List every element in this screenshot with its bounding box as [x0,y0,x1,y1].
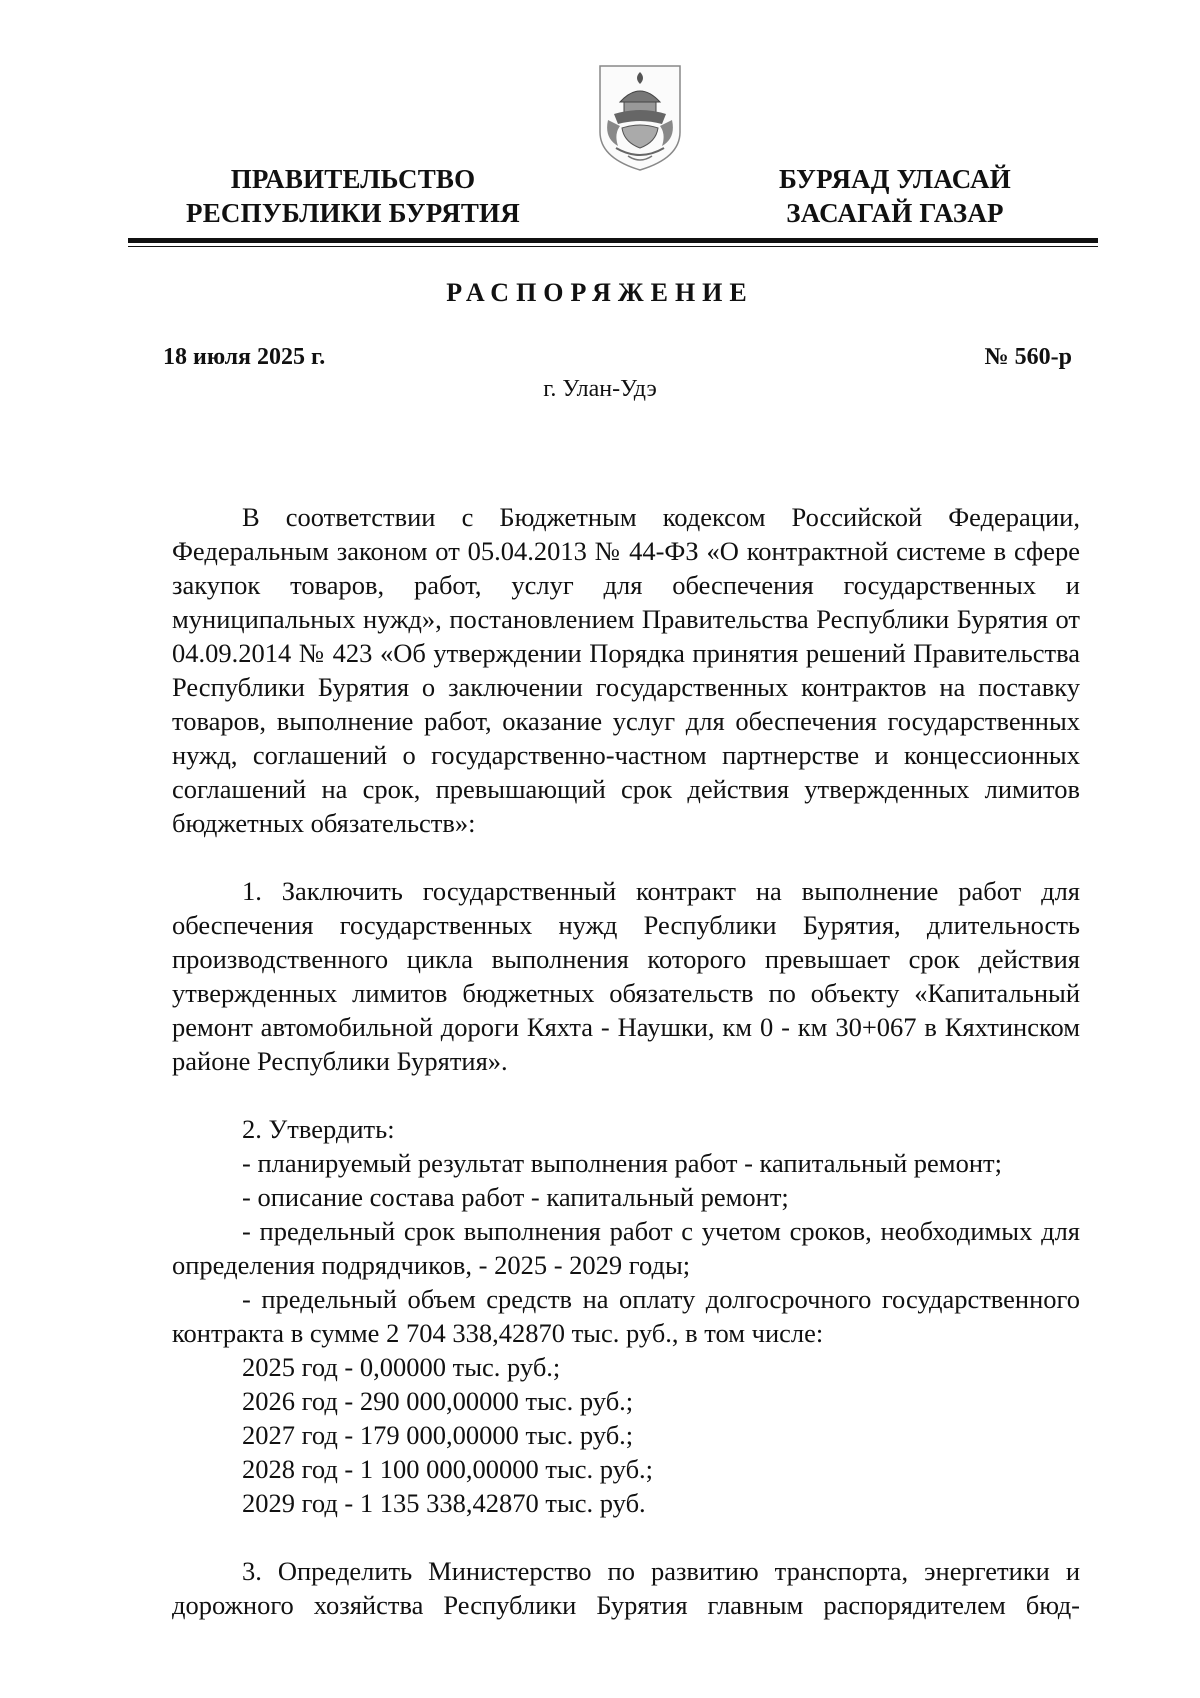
document-number: № 560-р [984,344,1072,370]
document-body [172,500,1080,1622]
item-2-title: 2. Утвердить: [242,1114,395,1144]
item-2-point: - предельный срок выполнения работ с учетом сроков, необходимых для определения подрядчиков, - 2025 - 2029 годы; [172,1216,1080,1280]
item-2-point: - предельный объем средств на оплату долгосрочного государственного контракта в сумме 2 704 338,42870 тыс. руб., в том числе: [172,1284,1080,1348]
year-amount: 2025 год - 0,00000 тыс. руб.; [242,1352,561,1382]
year-amount: 2029 год - 1 135 338,42870 тыс. руб. [242,1488,646,1518]
year-amount: 2028 год - 1 100 000,00000 тыс. руб.; [242,1454,654,1484]
year-amount: 2027 год - 179 000,00000 тыс. руб.; [242,1420,634,1450]
government-title-bua-line2: ЗАСАГАЙ ГАЗАР [786,198,1004,228]
government-title-bua [745,162,1045,230]
government-title-bua-line1: БУРЯАД УЛАСАЙ [779,164,1011,194]
government-title-ru [168,162,538,230]
preamble-paragraph: В соответствии с Бюджетным кодексом Российской Федерации, Федеральным законом от 05.04.2013 № 44-ФЗ «О контрактной системе в сфере закупок товаров, работ, услуг для обеспечения государственных и муниципальных нужд», постановлением Правительства Республики Бурятия от 04.09.2014 № 423 «Об утверждении Порядка принятия решений Правительства Республики Бурятия о заключении государственных контрактов на поставку товаров, выполнение работ, оказание услуг для обеспечения государственных нужд, соглашений о государственно-частном партнерстве и концессионных соглашений на срок, превышающий срок действия утвержденных лимитов бюджетных обязательств»: [172,502,1080,838]
document-date: 18 июля 2025 г. [163,344,326,370]
coat-of-arms-icon [594,62,686,174]
item-2-point: - планируемый результат выполнения работ - капитальный ремонт; [242,1148,1002,1178]
document-type: РАСПОРЯЖЕНИЕ [446,278,754,307]
header-divider-thick [128,238,1098,243]
government-title-ru-line1: ПРАВИТЕЛЬСТВО [230,164,476,194]
item-1-paragraph: 1. Заключить государственный контракт на выполнение работ для обеспечения государственных нужд Республики Бурятия, длительность производственного цикла выполнения которого превышает срок действия утвержденных лимитов бюджетных обязательств по объекту «Капитальный ремонт автомобильной дороги Кяхта - Наушки, км 0 - км 30+067 в Кяхтинском районе Республики Бурятия». [172,876,1080,1076]
government-title-ru-line2: РЕСПУБЛИКИ БУРЯТИЯ [186,198,520,228]
document-city: г. Улан-Удэ [543,376,657,402]
item-3-paragraph: 3. Определить Министерство по развитию транспорта, энергетики и дорожного хозяйства Республики Бурятия главным распорядителем бюд- [172,1556,1080,1620]
year-amount: 2026 год - 290 000,00000 тыс. руб.; [242,1386,634,1416]
item-2-point: - описание состава работ - капитальный ремонт; [242,1182,789,1212]
header-divider-thin [128,246,1098,247]
